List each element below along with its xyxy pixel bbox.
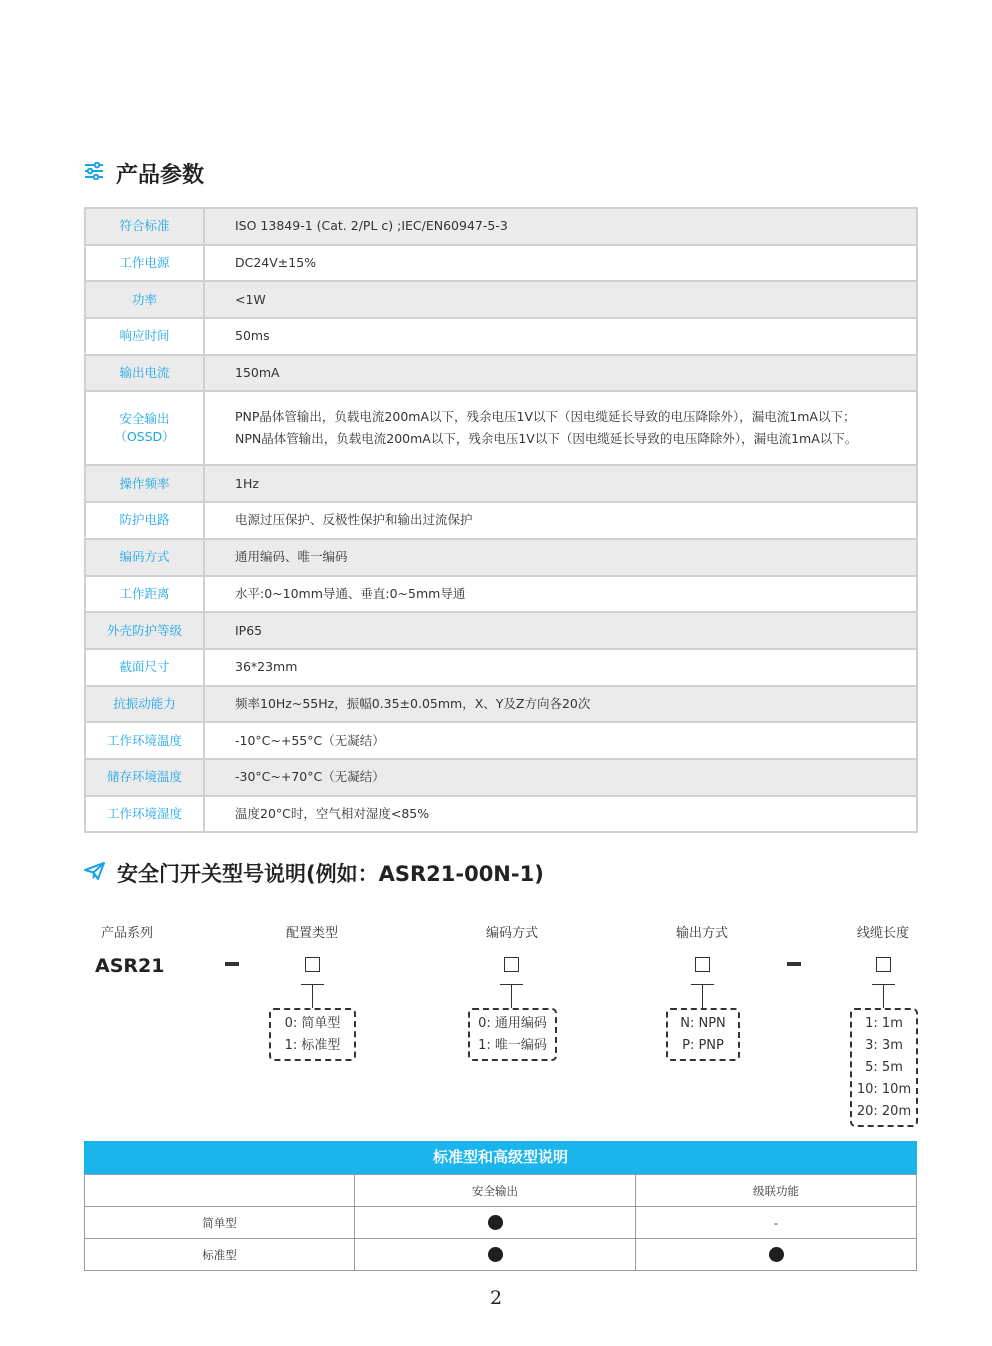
table-row — [85, 1207, 917, 1239]
spec-value: 36*23mm — [204, 649, 917, 686]
table-row — [85, 759, 917, 796]
connector — [312, 984, 313, 1008]
filled-dot-icon — [769, 1247, 784, 1262]
spec-key — [85, 391, 204, 465]
spec-key: 截面尺寸 — [85, 649, 204, 686]
option-item: P: PNP — [682, 1038, 724, 1053]
spec-key: 储存环境温度 — [85, 759, 204, 796]
connector — [872, 984, 895, 985]
row-name: 标准型 — [85, 1239, 355, 1271]
series-label: 产品系列 — [101, 926, 154, 941]
connector — [702, 984, 703, 1008]
safety-output-cell — [355, 1239, 636, 1271]
option-item: 10: 10m — [856, 1082, 912, 1097]
spec-value: 1Hz — [204, 465, 917, 502]
option-item: N: NPN — [680, 1016, 726, 1031]
option-item: 3: 3m — [865, 1038, 903, 1053]
table-row — [85, 208, 917, 245]
cable-label: 线缆长度 — [857, 926, 910, 941]
table-row — [85, 539, 917, 576]
connector — [511, 984, 512, 1008]
spec-key: 编码方式 — [85, 539, 204, 576]
output-options — [666, 1008, 740, 1061]
separator-dash — [787, 962, 801, 966]
sliders-icon — [84, 161, 104, 186]
spec-value-line1: PNP晶体管输出，负载电流200mA以下，残余电压1V以下（因电缆延长导致的电压降除外），漏电流1mA以下； — [235, 409, 856, 425]
section-title-params — [84, 158, 204, 189]
table-row — [85, 391, 917, 465]
spec-value — [204, 391, 917, 465]
spec-key-line2: （OSSD） — [114, 429, 175, 445]
table-row — [85, 465, 917, 502]
cable-options — [850, 1008, 918, 1127]
spec-value: <1W — [204, 281, 917, 318]
spec-value: 通用编码、唯一编码 — [204, 539, 917, 576]
cable-code-box — [876, 957, 891, 972]
spec-key: 操作频率 — [85, 465, 204, 502]
separator-dash — [225, 962, 239, 966]
column-header: 安全输出 — [355, 1175, 636, 1207]
coding-options — [468, 1008, 557, 1061]
option-item: 0: 通用编码 — [478, 1016, 547, 1031]
output-label: 输出方式 — [676, 926, 729, 941]
table-row — [85, 318, 917, 355]
coding-label: 编码方式 — [486, 926, 539, 941]
spec-value: -10°C~+55°C（无凝结） — [204, 722, 917, 759]
spec-value: 50ms — [204, 318, 917, 355]
option-item: 5: 5m — [865, 1060, 903, 1075]
spec-table — [84, 207, 918, 833]
config-options — [269, 1008, 356, 1061]
table-header-row — [85, 1175, 917, 1207]
option-item: 20: 20m — [856, 1104, 912, 1119]
table-row — [85, 245, 917, 282]
cascade-cell: - — [636, 1207, 917, 1239]
spec-key: 工作电源 — [85, 245, 204, 282]
row-name: 简单型 — [85, 1207, 355, 1239]
spec-value: -30°C~+70°C（无凝结） — [204, 759, 917, 796]
option-item: 1: 标准型 — [284, 1038, 341, 1053]
column-header: 级联功能 — [636, 1175, 917, 1207]
safety-output-cell — [355, 1207, 636, 1239]
section-title-text: 安全门开关型号说明(例如：ASR21-00N-1) — [117, 862, 544, 886]
series-code: ASR21 — [95, 955, 165, 977]
compare-table-title: 标准型和高级型说明 — [84, 1141, 917, 1174]
table-row — [85, 796, 917, 833]
table-row — [85, 612, 917, 649]
filled-dot-icon — [488, 1247, 503, 1262]
table-row — [85, 281, 917, 318]
option-item: 1: 唯一编码 — [478, 1038, 547, 1053]
spec-value: 频率10Hz~55Hz，振幅0.35±0.05mm，X、Y及Z方向各20次 — [204, 686, 917, 723]
page-number: 2 — [489, 1287, 503, 1309]
config-label: 配置类型 — [286, 926, 339, 941]
option-item: 0: 简单型 — [284, 1016, 341, 1031]
table-row — [85, 1239, 917, 1271]
cascade-cell — [636, 1239, 917, 1271]
spec-key: 外壳防护等级 — [85, 612, 204, 649]
table-row — [85, 576, 917, 613]
filled-dot-icon — [488, 1215, 503, 1230]
spec-key: 抗振动能力 — [85, 686, 204, 723]
spec-value: 温度20°C时，空气相对湿度<85% — [204, 796, 917, 833]
spec-key: 符合标准 — [85, 208, 204, 245]
connector — [883, 984, 884, 1008]
spec-key: 功率 — [85, 281, 204, 318]
spec-key: 输出电流 — [85, 355, 204, 392]
column-header — [85, 1175, 355, 1207]
spec-key: 响应时间 — [85, 318, 204, 355]
compare-table — [84, 1174, 917, 1271]
connector — [500, 984, 523, 985]
connector — [691, 984, 714, 985]
connector — [301, 984, 324, 985]
coding-code-box — [504, 957, 519, 972]
option-item: 1: 1m — [865, 1016, 903, 1031]
config-code-box — [305, 957, 320, 972]
spec-key: 工作环境湿度 — [85, 796, 204, 833]
table-row — [85, 355, 917, 392]
spec-value: DC24V±15% — [204, 245, 917, 282]
spec-value: IP65 — [204, 612, 917, 649]
spec-value: ISO 13849-1 (Cat. 2/PL c) ;IEC/EN60947-5-3 — [204, 208, 917, 245]
section-title-text: 产品参数 — [116, 163, 205, 188]
spec-key: 工作距离 — [85, 576, 204, 613]
table-row — [85, 502, 917, 539]
spec-key: 工作环境温度 — [85, 722, 204, 759]
spec-value: 150mA — [204, 355, 917, 392]
paper-plane-icon — [84, 861, 105, 885]
table-row — [85, 686, 917, 723]
section-title-model — [84, 858, 544, 888]
table-row — [85, 649, 917, 686]
output-code-box — [695, 957, 710, 972]
table-row — [85, 722, 917, 759]
spec-value: 电源过压保护、反极性保护和输出过流保护 — [204, 502, 917, 539]
spec-value: 水平:0~10mm导通、垂直:0~5mm导通 — [204, 576, 917, 613]
spec-key: 防护电路 — [85, 502, 204, 539]
spec-value-line2: NPN晶体管输出，负载电流200mA以下，残余电压1V以下（因电缆延长导致的电压降除外），漏电流1mA以下。 — [235, 431, 858, 447]
spec-key-line1: 安全输出 — [119, 411, 170, 427]
